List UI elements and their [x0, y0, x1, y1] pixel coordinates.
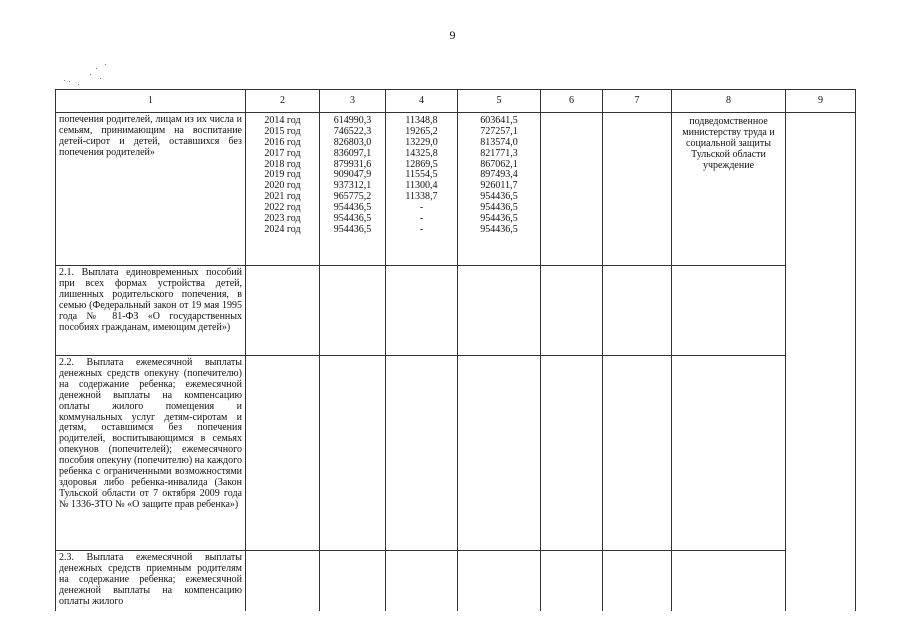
row3-col8 — [672, 356, 786, 551]
row2-col4 — [386, 266, 458, 356]
value-cell: 11554,5 — [405, 169, 438, 181]
value-cell: 836097,1 — [333, 147, 372, 159]
value-cell: 603641,5 — [480, 115, 518, 126]
table-row — [56, 551, 856, 612]
row1-col5 — [458, 113, 541, 266]
value-cell: 954436,5 — [333, 213, 372, 225]
row4-col9 — [786, 551, 856, 612]
value-cell: 965775,2 — [333, 191, 372, 203]
value-cell: - — [419, 223, 424, 235]
value-cell: 926011,7 — [480, 180, 518, 192]
year-cell: 2015 год — [264, 125, 301, 137]
page-number: 9 — [449, 28, 456, 42]
header-cell-3: 3 — [320, 90, 386, 113]
row1-col4 — [386, 113, 458, 266]
value-cell: 879931,6 — [333, 158, 372, 170]
header-cell-1: 1 — [56, 90, 246, 113]
value-cell: 909047,9 — [333, 169, 372, 181]
value-cell: - — [419, 213, 424, 225]
year-cell: 2020 год — [264, 180, 301, 192]
year-cell: 2016 год — [264, 136, 301, 148]
value-cell: 11300,4 — [405, 180, 438, 192]
row1-col3 — [320, 113, 386, 266]
program-table — [55, 89, 856, 611]
row4-col2 — [246, 551, 320, 612]
value-cell: 13229,0 — [405, 136, 438, 148]
row4-col6 — [541, 551, 603, 612]
value-cell: 11338,7 — [405, 191, 438, 203]
header-cell-7: 7 — [603, 90, 672, 113]
year-cell: 2017 год — [264, 147, 301, 159]
value-cell: 727257,1 — [480, 125, 518, 137]
header-cell-5: 5 — [458, 90, 541, 113]
value-cell: 11348,8 — [405, 115, 438, 126]
row1-years — [246, 113, 320, 266]
value-cell: 954436,5 — [480, 223, 518, 235]
row2-col8 — [672, 266, 786, 356]
header-cell-8: 8 — [672, 90, 786, 113]
row3-col5 — [458, 356, 541, 551]
value-cell: 14325,8 — [405, 147, 438, 159]
row3-col6 — [541, 356, 603, 551]
value-cell: 826803,0 — [333, 136, 372, 148]
value-cell: - — [419, 202, 424, 214]
year-cell: 2018 год — [264, 158, 301, 170]
row2-col3 — [320, 266, 386, 356]
row4-col4 — [386, 551, 458, 612]
row4-col3 — [320, 551, 386, 612]
row3-col2 — [246, 356, 320, 551]
value-cell: 954436,5 — [333, 202, 372, 214]
row2-col5 — [458, 266, 541, 356]
value-cell: 19265,2 — [405, 125, 438, 137]
value-cell: 12869,5 — [405, 158, 438, 170]
year-cell: 2019 год — [264, 169, 301, 181]
year-cell: 2022 год — [264, 202, 301, 214]
row4-col8 — [672, 551, 786, 612]
table-row — [56, 266, 856, 356]
row3-description: 2.2. Выплата ежемесячной выплаты денежных средств опекуну (попечителю) на содержание ребенка; ежемесячной денежной выплаты на компенсацию оплаты жилого помещения и коммунальных услуг детям-сиротам и детям, оставшимся без попечения родителей, воспитывающимся в семьях опекунов (попечителей); ежемесячного пособия опекуну (попечителю) на каждого ребенка с ограниченными возможностями здоровья либо ребенка-инвалида (Закон Тульской области от 7 октября 2009 года № 1336-ЗТО № «О защите прав ребенка») — [56, 356, 246, 551]
row2-col9 — [786, 266, 856, 356]
value-cell: 897493,4 — [480, 169, 518, 181]
value-cell: 954436,5 — [480, 202, 518, 214]
row1-description: попечения родителей, лицам из их числа и семьям, принимающим на воспитание детей-сирот и детей, оставшихся без попечения родителей» — [56, 113, 246, 266]
value-cell: 954436,5 — [480, 191, 518, 203]
row1-col9 — [786, 113, 856, 266]
row1-responsible-org: подведомственное министерству труда и социальной защиты Тульской области учреждение — [672, 113, 786, 266]
row3-col4 — [386, 356, 458, 551]
value-cell: 954436,5 — [480, 213, 518, 225]
year-cell: 2021 год — [264, 191, 301, 203]
year-cell: 2024 год — [264, 223, 301, 235]
row2-description: 2.1. Выплата единовременных пособий при всех формах устройства детей, лишенных родительского попечения, в семью (Федеральный закон от 19 мая 1995 года № 81-ФЗ «О государственных пособиях гражданам, имеющим детей») — [56, 266, 246, 356]
row1-col7 — [603, 113, 672, 266]
year-cell: 2023 год — [264, 213, 301, 225]
row4-col5 — [458, 551, 541, 612]
row4-col7 — [603, 551, 672, 612]
value-cell: 821771,3 — [480, 147, 518, 159]
row2-col6 — [541, 266, 603, 356]
header-cell-9: 9 — [786, 90, 856, 113]
row1-col6 — [541, 113, 603, 266]
row3-col3 — [320, 356, 386, 551]
table-row — [56, 113, 856, 266]
value-cell: 614990,3 — [333, 115, 372, 126]
header-row — [56, 90, 856, 113]
row2-col2 — [246, 266, 320, 356]
row2-col7 — [603, 266, 672, 356]
header-cell-4: 4 — [386, 90, 458, 113]
scan-artifact — [60, 60, 120, 90]
row3-col7 — [603, 356, 672, 551]
header-cell-2: 2 — [246, 90, 320, 113]
value-cell: 813574,0 — [480, 136, 518, 148]
value-cell: 867062,1 — [480, 158, 518, 170]
header-cell-6: 6 — [541, 90, 603, 113]
value-cell: 746522,3 — [333, 125, 372, 137]
year-cell: 2014 год — [264, 115, 301, 126]
row3-col9 — [786, 356, 856, 551]
value-cell: 954436,5 — [333, 223, 372, 235]
value-cell: 937312,1 — [333, 180, 372, 192]
row4-description: 2.3. Выплата ежемесячной выплаты денежных средств приемным родителям на содержание ребенка; ежемесячной денежной выплаты на компенсацию оплаты жилого — [56, 551, 246, 612]
table-row — [56, 356, 856, 551]
